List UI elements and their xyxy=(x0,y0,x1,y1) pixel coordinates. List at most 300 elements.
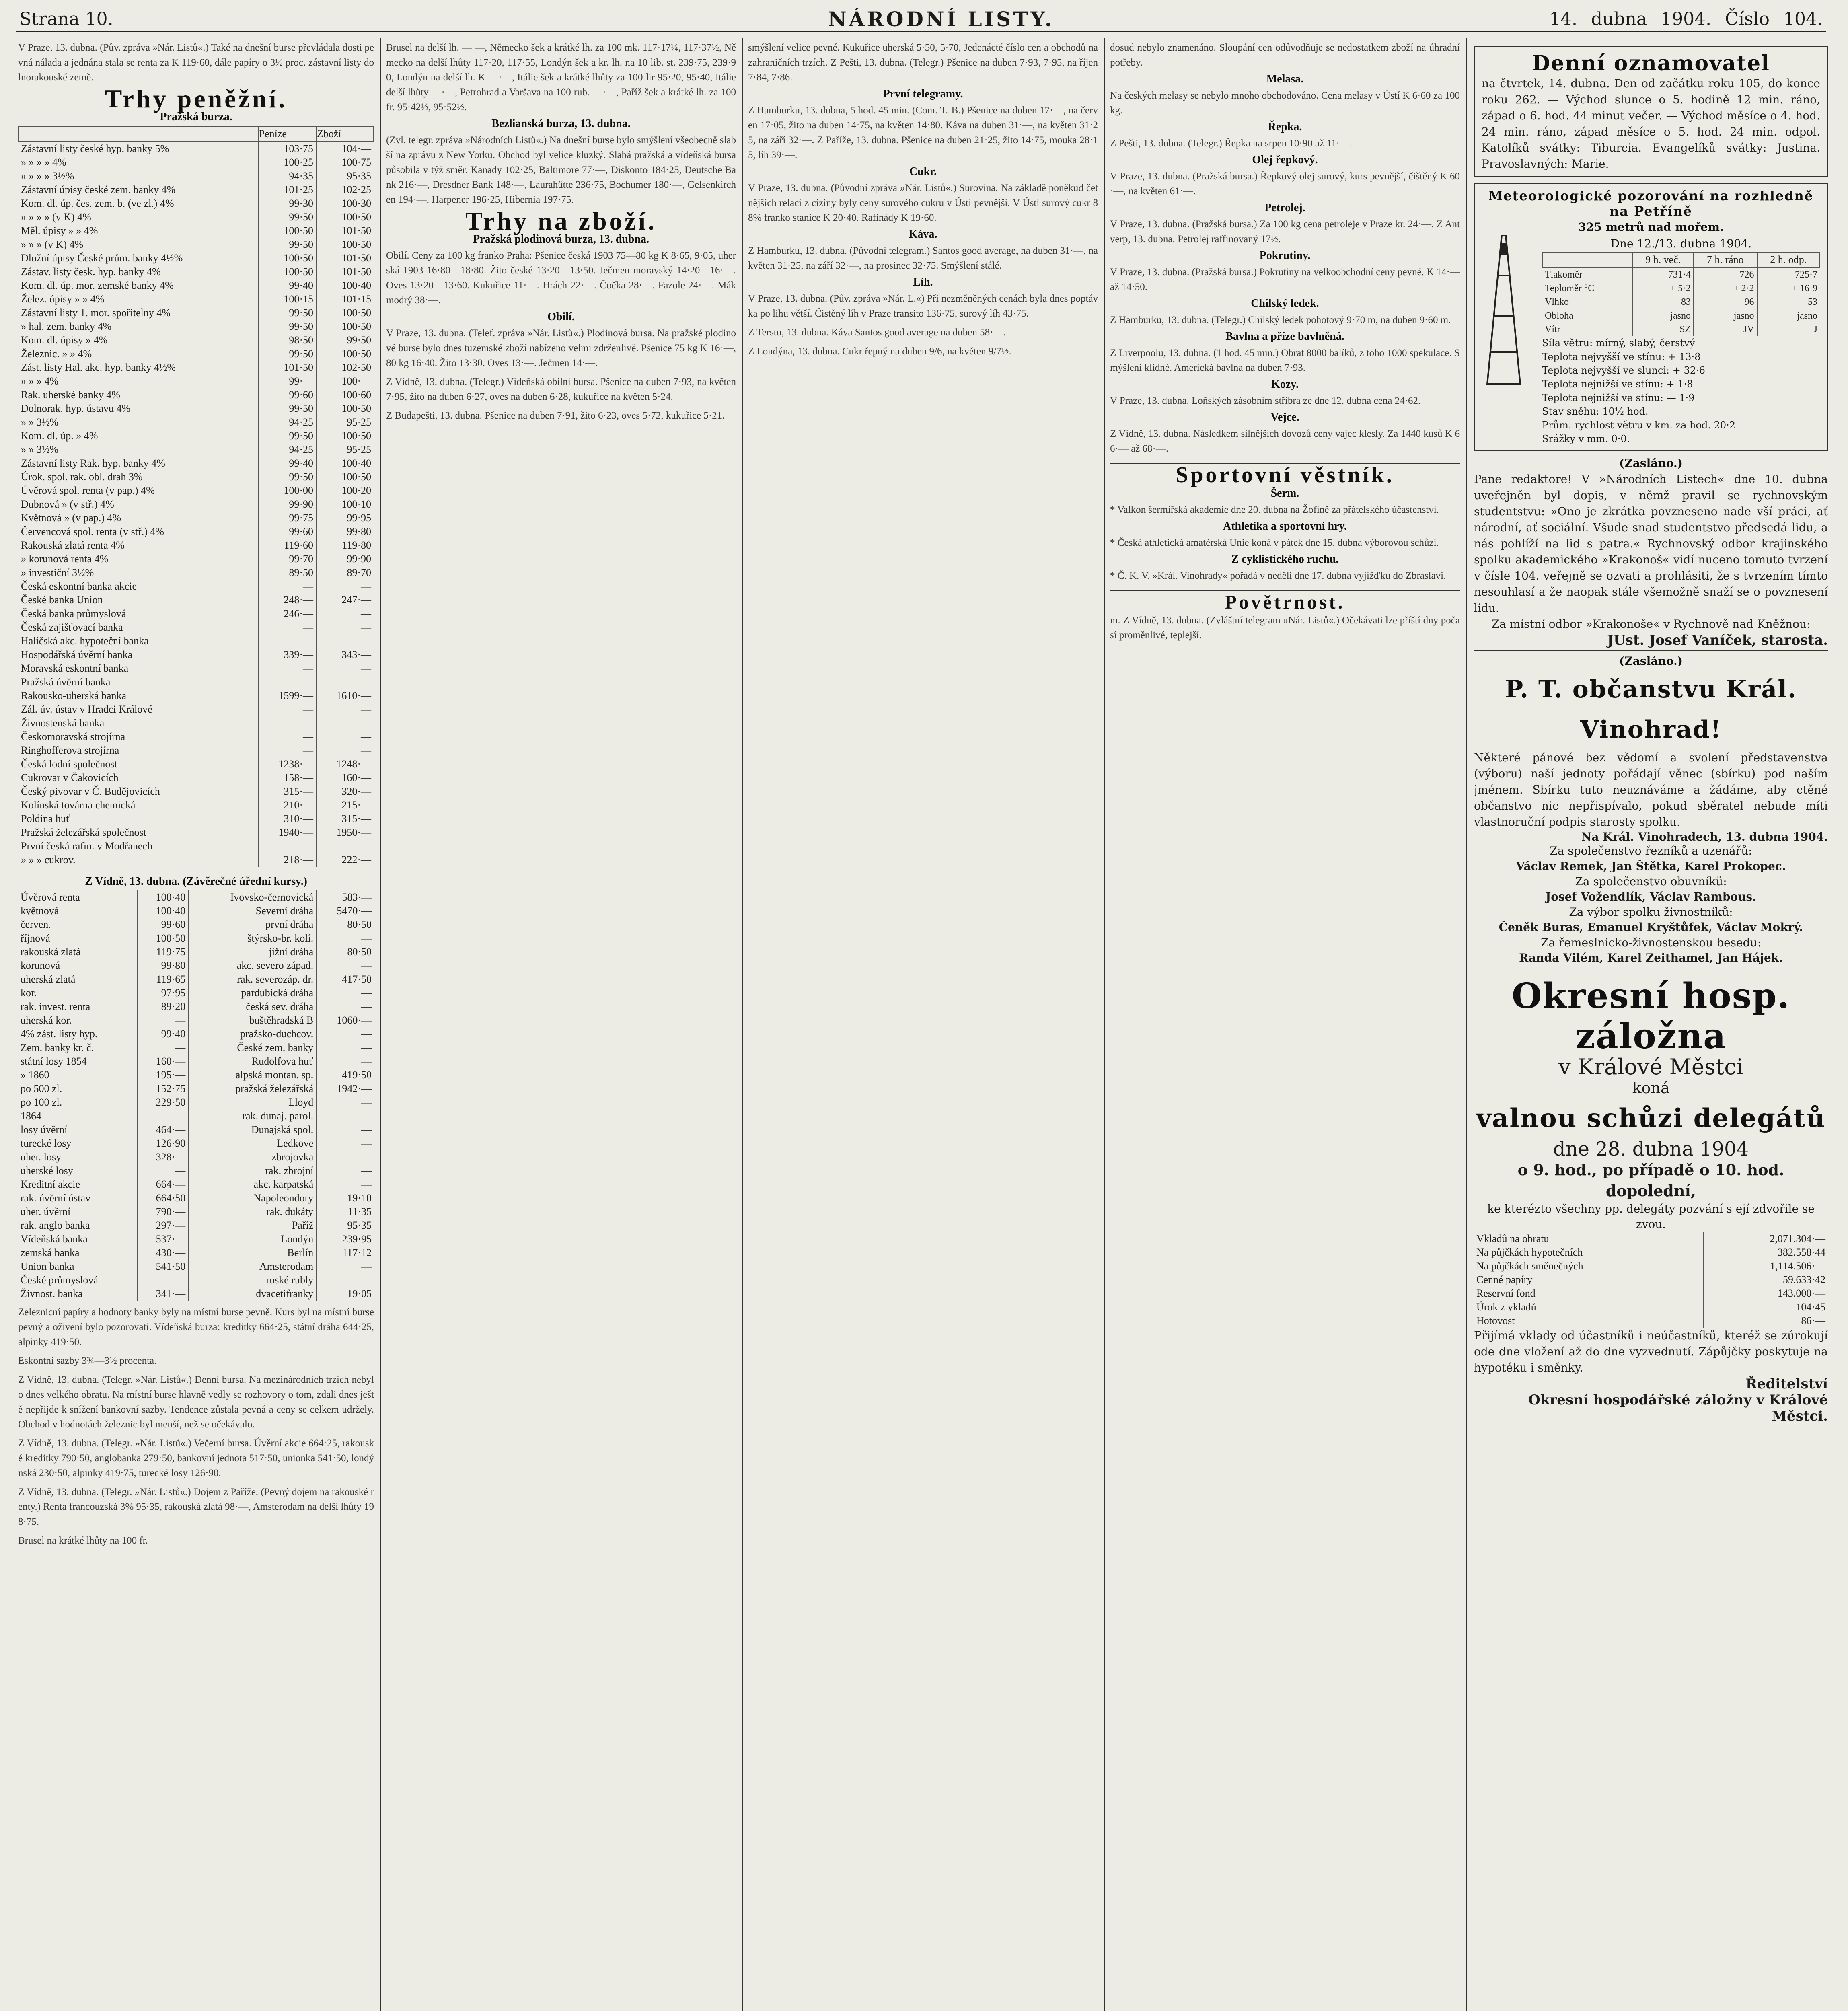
vienna-exchange-row-cell: — xyxy=(316,1096,374,1109)
prague-exchange-row-cell: Zástavní úpisy české zem. banky 4% xyxy=(21,184,176,195)
prague-exchange-row xyxy=(19,183,374,197)
met-row-cell: Teploměr °C xyxy=(1545,283,1595,294)
weather-heading: Povětrnost. xyxy=(1110,590,1460,610)
prague-exchange-row xyxy=(19,238,374,251)
coffee-text: Z Hamburku, 13. dubna. (Původní telegram.) Santos good average, na duben 31·—, na květen 31·25, na září 32·—, na prosinec 32·75. Smýšlení stálé. xyxy=(748,245,1098,271)
met-row xyxy=(1542,323,1820,336)
vienna-exchange-row xyxy=(18,1137,374,1150)
prague-exchange-row-cell: Květnová » (v pap.) 4% xyxy=(21,512,121,524)
daily-announcer xyxy=(1474,46,1828,177)
vienna-exchange-row-cell: 664·— xyxy=(138,1178,188,1191)
vienna-exchange-row-cell: rak. severozáp. dr. xyxy=(188,973,316,986)
vienna-exchange-row-cell: losy úvěrní xyxy=(21,1124,68,1135)
met-extra-line: Stav sněhu: 10½ hod. xyxy=(1542,406,1649,417)
prague-exchange-row-cell: 103·75 xyxy=(258,142,316,156)
prague-exchange-row xyxy=(19,771,374,785)
prague-exchange-row-cell: 100·30 xyxy=(316,197,374,210)
zalozna-row-cell: Reservní fond xyxy=(1476,1287,1536,1299)
prague-exchange-row-cell: 99·60 xyxy=(258,525,316,539)
vienna-exchange-row-cell: — xyxy=(316,1260,374,1273)
met-row-cell: SZ xyxy=(1632,323,1694,336)
announcer-text: na čtvrtek, 14. dubna. Den od začátku roku 105, do konce roku 262. — Východ slunce o 5. hodině 12 min. ráno, západ o 6. hod. 44 minut večer. — Východ měsíce o 4. hod. 24 min. ráno, západ měsíce o 5. hod. 24 min. odpol. Katolíků svátky: Tiburcia. Evangelíků svátky: Justina. Pravoslavných: Marie. xyxy=(1482,77,1820,171)
prague-exchange-row-cell: Úvěrová spol. renta (v pap.) 4% xyxy=(21,485,155,496)
prague-exchange-row-cell: 100·50 xyxy=(316,320,374,333)
prague-exchange-row-cell: — xyxy=(316,621,374,634)
prague-exchange-row-cell: 99·50 xyxy=(258,470,316,484)
vienna-exchange-row-cell: pražská železářská xyxy=(188,1082,316,1096)
column-paragraphs xyxy=(386,374,736,423)
vienna-exchange-row-cell: uherská kor. xyxy=(21,1014,72,1026)
vienna-exchange-row xyxy=(18,1191,374,1205)
met-row xyxy=(1542,267,1820,282)
vienna-exchange-row-cell: 97·95 xyxy=(138,986,188,1000)
vienna-exchange-row-cell: — xyxy=(316,1000,374,1014)
prague-exchange-row-cell: 99·40 xyxy=(258,279,316,292)
prague-exchange-row-cell: 315·— xyxy=(258,785,316,798)
vienna-exchange-row-cell: 464·— xyxy=(138,1123,188,1137)
prague-exchange-row-cell: Česká banka průmyslová xyxy=(21,608,126,619)
sport-heading: Sportovní věstník. xyxy=(1110,463,1460,483)
met-extra-line: Teplota nejnižší ve stínu: + 1·8 xyxy=(1542,378,1693,390)
prague-exchange-row-cell: Zástavní listy 1. mor. spořitelny 4% xyxy=(21,307,171,319)
prague-exchange-row-cell: První česká rafin. v Modřanech xyxy=(21,840,153,852)
sent-in-label: (Zasláno.) xyxy=(1474,650,1828,668)
column-3 xyxy=(748,40,1098,2011)
prague-exchange-row-cell: 95·25 xyxy=(316,415,374,429)
vienna-exchange-row-cell: — xyxy=(316,1150,374,1164)
prague-exchange-row-cell: 101·50 xyxy=(258,361,316,374)
prague-exchange-row-cell: Pražská železářská společnost xyxy=(21,827,146,838)
prague-exchange-row xyxy=(19,785,374,798)
met-row-cell: 731·4 xyxy=(1632,267,1694,282)
vienna-exchange-row xyxy=(18,1109,374,1123)
prague-exchange-row-cell: 100·50 xyxy=(316,306,374,320)
prague-exchange-row xyxy=(19,525,374,539)
column-paragraphs xyxy=(18,1305,374,1548)
vienna-exchange-row-cell: uherská zlatá xyxy=(21,973,76,985)
vienna-exchange-row-cell: 664·50 xyxy=(138,1191,188,1205)
met-title: Meteorologické pozorování na rozhledně na Petříně xyxy=(1488,188,1814,219)
prague-exchange-row-cell: — xyxy=(316,607,374,621)
prague-exchange-row xyxy=(19,347,374,361)
vienna-exchange-row xyxy=(18,1123,374,1137)
section-subheading: První telegramy. xyxy=(883,88,963,100)
prague-exchange-row xyxy=(19,798,374,812)
prague-exchange-row-cell: 218·— xyxy=(258,853,316,867)
vienna-exchange-row-cell: 541·50 xyxy=(138,1260,188,1273)
prague-exchange-row-cell: — xyxy=(316,744,374,757)
vienna-exchange-row-cell: uherské losy xyxy=(21,1165,73,1176)
zalozna-row xyxy=(1474,1287,1828,1300)
section-subheading: Bezlianská burza, 13. dubna. xyxy=(491,117,631,130)
prague-exchange-row-cell: Cukrovar v Čakovicích xyxy=(21,772,119,783)
prague-exchange-row-cell: 100·20 xyxy=(316,484,374,498)
petroleum-text: V Praze, 13. dubna. (Pražská bursa.) Za 100 kg cena petroleje v Praze kr. 24·—. Z Antverp, 13. dubna. Petrolej raffinovaný 17½. xyxy=(1110,219,1460,245)
vienna-exchange-row xyxy=(18,1164,374,1178)
section-subheading: Pražská burza. xyxy=(160,111,232,123)
prague-exchange-row-cell: Česká zajišťovací banka xyxy=(21,621,123,633)
prague-exchange-row xyxy=(19,552,374,566)
column-divider xyxy=(742,38,743,2011)
prague-exchange-row-cell: 99·50 xyxy=(258,429,316,443)
vienna-exchange-row-cell: dvacetifranky xyxy=(188,1287,316,1301)
prague-exchange-row-cell: 100·50 xyxy=(258,251,316,265)
prague-exchange-row-cell: Zást. listy Hal. akc. hyp. banky 4½% xyxy=(21,362,176,373)
exchange-column xyxy=(386,40,736,2011)
vienna-exchange-row-cell: Živnost. banka xyxy=(21,1288,83,1300)
prague-exchange-row-cell: » korunová renta 4% xyxy=(21,553,109,565)
col-header-goods: Zboží xyxy=(316,126,374,142)
prague-exchange-row xyxy=(19,621,374,634)
vienna-exchange-row xyxy=(18,1219,374,1232)
prague-exchange-row-cell: České banka Union xyxy=(21,594,103,606)
vienna-exchange-row-cell: 5470·— xyxy=(316,904,374,918)
vienna-exchange-row-cell: rakouská zlatá xyxy=(21,946,81,958)
prague-exchange-row xyxy=(19,306,374,320)
prague-exchange-row-cell: 99·75 xyxy=(258,511,316,525)
prague-exchange-row-cell: 119·80 xyxy=(316,539,374,552)
prague-exchange-row xyxy=(19,634,374,648)
vienna-exchange-row-cell: Ledkove xyxy=(188,1137,316,1150)
met-extra-line: Teplota nejnižší ve stínu: — 1·9 xyxy=(1542,392,1695,403)
prague-exchange-row-cell: — xyxy=(258,730,316,744)
prague-exchange-row-cell: 100·15 xyxy=(258,292,316,306)
sent-in-letter: Pane redaktore! V »Národních Listech« dne 10. dubna uveřejněn byl dopis, v němž pravil se rychnovským studentstvu: »Ono je zkrátka povzneseno nade vší práci, ať národní, ať sociální. Všude snad studentstvo předsedá lidu, a nás pohlíží na lid s patra.« Rychnovský odbor krajinského spolku akademického »Krakonoš« vidí nuceno tomuto tvrzení v čísle 104. veřejně se ozvati a prohlásiti, že s tvrzením tímto nesouhlasí a že naopak stále všemožně snaží se o povznesení lidu. xyxy=(1474,473,1828,615)
met-header-cell: 2 h. odp. xyxy=(1757,252,1820,267)
prague-exchange-row-cell: 310·— xyxy=(258,812,316,826)
zalozna-row xyxy=(1474,1232,1828,1246)
news-paragraph: Z Terstu, 13. dubna. Káva Santos good average na duben 58·—. xyxy=(748,327,1006,338)
prague-exchange-row-cell: 100·10 xyxy=(316,498,374,511)
column-divider xyxy=(1104,38,1105,2011)
prague-exchange-row-cell: » » » (v K) 4% xyxy=(21,239,84,250)
zalozna-row xyxy=(1474,1314,1828,1328)
vienna-exchange-row-cell: 195·— xyxy=(138,1068,188,1082)
vienna-exchange-row-cell: ruské rubly xyxy=(188,1273,316,1287)
org-line: Za společenstvo obuvníků: xyxy=(1575,875,1727,888)
vienna-exchange-row xyxy=(18,931,374,945)
prague-exchange-row xyxy=(19,388,374,402)
vienna-exchange-row-cell: turecké losy xyxy=(21,1137,72,1149)
news-paragraph: Z Vídně, 13. dubna. (Telegr. »Nár. Listů«.) Večerní bursa. Úvěrní akcie 664·25, rakouské kreditky 790·50, anglobanka 279·50, bankovní jednota 517·50, unionka 541·50, londýnská 230·50, alpinky 419·75, turecké losy 126·90. xyxy=(18,1438,374,1478)
prague-exchange-row-cell: 94·25 xyxy=(258,415,316,429)
prague-exchange-row-cell: 210·— xyxy=(258,798,316,812)
prague-exchange-row-cell: — xyxy=(258,675,316,689)
met-row-cell: 53 xyxy=(1757,295,1820,309)
vienna-exchange-row-cell: — xyxy=(138,1109,188,1123)
met-row-cell: 96 xyxy=(1694,295,1757,309)
vienna-exchange-row-cell: Rudolfova huť xyxy=(188,1055,316,1068)
prague-exchange-row-cell: 100·25 xyxy=(258,156,316,169)
vienna-exchange-row-cell: 417·50 xyxy=(316,973,374,986)
vienna-exchange-row xyxy=(18,904,374,918)
prague-exchange-row-cell: — xyxy=(258,744,316,757)
money-market-column xyxy=(18,40,374,2011)
column-intro: smýšlení velice pevné. Kukuřice uherská 5·50, 5·70, Jedenácté číslo cen a obchodů na zahraničních trzích. Z Pešti, 13. dubna. (Telegr.) Pšenice na duben 7·93, 7·95, na říjen 7·84, 7·86. xyxy=(748,42,1098,83)
prague-exchange-row-cell: 339·— xyxy=(258,648,316,662)
met-row xyxy=(1542,309,1820,323)
section-heading: Trhy peněžní. xyxy=(105,84,288,113)
prague-exchange-row-cell: 100·60 xyxy=(316,388,374,402)
prague-exchange-row xyxy=(19,169,374,183)
page-header xyxy=(16,7,1826,33)
prague-exchange-row xyxy=(19,224,374,238)
prague-exchange-row xyxy=(19,156,374,169)
vienna-exchange-row-cell: — xyxy=(138,1041,188,1055)
fencing-text: * Valkon šermířská akademie dne 20. dubna na Žofíně za přátelského účastenství. xyxy=(1110,504,1439,515)
met-row-cell: Tlakoměr xyxy=(1545,269,1583,280)
met-extra-line: Teplota nejvyšší ve slunci: + 32·6 xyxy=(1542,365,1705,376)
prague-exchange-row-cell: 100·75 xyxy=(316,156,374,169)
goods-text: Obilí. Ceny za 100 kg franko Praha: Pšenice česká 1903 75—80 kg K 8·65, 9·05, uherská 1903 16·80—18·80. Žito české 13·20—13·50. Ječmen moravský 14·20—16·—. Oves 13·20—13·60. Kukuřice 11·—. Hrách 22·—. Čočka 28·—. Fazole 24·—. Mák modrý 38·—. xyxy=(386,250,736,306)
section-subheading: Vejce. xyxy=(1270,411,1299,424)
prague-exchange-row-cell: Úrok. spol. rak. obl. drah 3% xyxy=(21,471,143,483)
prague-exchange-row xyxy=(19,456,374,470)
col-header-money: Peníze xyxy=(258,126,316,142)
prague-exchange-row-cell: 1599·— xyxy=(258,689,316,703)
vienna-exchange-row-cell: akc. karpatská xyxy=(188,1178,316,1191)
prague-exchange-row xyxy=(19,251,374,265)
zalozna-row-cell: Úrok z vkladů xyxy=(1476,1301,1536,1313)
prague-exchange-row xyxy=(19,812,374,826)
prague-exchange-row-cell: Červencová spol. renta (v stř.) 4% xyxy=(21,526,164,537)
vienna-exchange-row xyxy=(18,1096,374,1109)
petrin-tower-icon xyxy=(1482,235,1526,388)
prague-exchange-row-cell: Kom. dl. úp. mor. zemské banky 4% xyxy=(21,280,174,291)
prague-exchange-row-cell: 99·50 xyxy=(258,306,316,320)
vienna-exchange-row-cell: po 100 zl. xyxy=(21,1096,62,1108)
prague-exchange-row-cell: » » 3½% xyxy=(21,416,59,428)
vienna-exchange-row-cell: česká sev. dráha xyxy=(188,1000,316,1014)
vienna-exchange-row-cell: 80·50 xyxy=(316,945,374,959)
cycling-text: * Č. K. V. »Král. Vinohrady« pořádá v neděli dne 17. dubna vyjížďku do Zbraslavi. xyxy=(1110,570,1446,581)
vienna-exchange-row-cell: jižní dráha xyxy=(188,945,316,959)
vienna-exchange-row-cell: — xyxy=(316,1178,374,1191)
news-paragraph: Z Vídně, 13. dubna. (Telegr. »Nár. Listů«.) Dojem z Paříže. (Pevný dojem na rakouské renty.) Renta francouzská 3% 95·35, rakouská zlatá 98·—, Amsterodam na delší lhůty 198·75. xyxy=(18,1487,374,1527)
vienna-exchange-row-cell: 430·— xyxy=(138,1246,188,1260)
vinohrady-text: Některé pánové bez vědomí a svolení představenstva (výboru) naší jednoty pořádají věnec (sbírku) pod naším jménem. Sbírku tuto neuznáváme a žádáme, aby ctěné občanstvo nic nepřispívalo, pokud sběratel nebude míti vlastnoruční podpis starosty spolku. xyxy=(1474,751,1828,829)
prague-exchange-row xyxy=(19,539,374,552)
vienna-exchange-row-cell: 583·— xyxy=(316,890,374,904)
prague-exchange-row-cell: Dolnorak. hyp. ústavu 4% xyxy=(21,403,131,414)
vienna-exchange-row-cell: 99·80 xyxy=(138,959,188,973)
vienna-exchange-row-cell: Amsterodam xyxy=(188,1260,316,1273)
met-extra-line: Síla větru: mírný, slabý, čerstvý xyxy=(1542,337,1695,349)
vienna-exchange-row-cell: Berlín xyxy=(188,1246,316,1260)
met-row-cell: Vlhko xyxy=(1545,297,1569,307)
vienna-exchange-row-cell: — xyxy=(138,1273,188,1287)
prague-exchange-row-cell: — xyxy=(316,716,374,730)
zalozna-row xyxy=(1474,1273,1828,1287)
vienna-exchange-row-cell: České zem. banky xyxy=(188,1041,316,1055)
news-paragraph: Z Londýna, 13. dubna. Cukr řepný na duben 9/6, na květen 9/7½. xyxy=(748,346,1011,357)
vienna-exchange-row-cell: buštěhradská B xyxy=(188,1014,316,1027)
prague-exchange-row-cell: Železnic. » » 4% xyxy=(21,348,92,360)
news-paragraph: Zeleznicní papíry a hodnoty banky byly na místní burse pevně. Kurs byl na místní burse pevný a oživení bylo pozorovati. Vídeňská burza: kreditky 664·25, státní dráha 644·25, alpinky 419·50. xyxy=(18,1307,374,1347)
prague-exchange-row-cell: » » 3½% xyxy=(21,444,59,455)
prague-exchange-row-cell: Zástavní listy Rak. hyp. banky 4% xyxy=(21,457,165,469)
vienna-exchange-row-cell: uher. losy xyxy=(21,1151,62,1163)
prague-exchange-row-cell: 100·50 xyxy=(258,224,316,238)
vienna-exchange-row-cell: 152·75 xyxy=(138,1082,188,1096)
zalozna-row-cell: 143.000·— xyxy=(1703,1287,1828,1300)
prague-exchange-row-cell: » » » » 3½% xyxy=(21,170,74,182)
column-paragraphs xyxy=(748,325,1098,359)
vienna-exchange-row-cell: 239·95 xyxy=(316,1232,374,1246)
prague-exchange-row-cell: 101·50 xyxy=(316,251,374,265)
column-5 xyxy=(1474,40,1828,2011)
met-row-cell: Obloha xyxy=(1545,310,1573,321)
prague-exchange-row-cell: 99·50 xyxy=(316,333,374,347)
met-row-cell: jasno xyxy=(1694,309,1757,323)
section-subheading: Melasa. xyxy=(1266,73,1304,85)
prague-exchange-row xyxy=(19,566,374,580)
news-paragraph: Z Budapešti, 13. dubna. Pšenice na duben 7·91, žito 6·23, oves 5·72, kukuřice 5·21. xyxy=(386,410,725,421)
vienna-exchange-row-cell: 89·20 xyxy=(138,1000,188,1014)
prague-exchange-row-cell: — xyxy=(258,580,316,593)
vienna-exchange-row-cell: první dráha xyxy=(188,918,316,931)
prague-exchange-row xyxy=(19,853,374,867)
vienna-exchange-row-cell: 1942·— xyxy=(316,1082,374,1096)
vienna-exchange-row-cell: 117·12 xyxy=(316,1246,374,1260)
zalozna-row xyxy=(1474,1259,1828,1273)
vienna-exchange-row-cell: 1864 xyxy=(21,1110,41,1122)
prague-exchange-row xyxy=(19,648,374,662)
vienna-exchange-row-cell: po 500 zl. xyxy=(21,1083,62,1094)
prague-exchange-row-cell: 1940·— xyxy=(258,826,316,839)
vienna-exchange-row xyxy=(18,973,374,986)
prague-exchange-row xyxy=(19,333,374,347)
prague-exchange-row xyxy=(19,511,374,525)
vienna-exchange-row-cell: kor. xyxy=(21,987,37,999)
vienna-exchange-row xyxy=(18,1014,374,1027)
prague-exchange-row-cell: 100·50 xyxy=(316,402,374,415)
vienna-exchange-row-cell: 119·65 xyxy=(138,973,188,986)
prague-exchange-row xyxy=(19,730,374,744)
vienna-exchange-row-cell: 80·50 xyxy=(316,918,374,931)
names-line: Randa Vilém, Karel Zeithamel, Jan Hájek. xyxy=(1519,951,1783,964)
vienna-exchange-row-cell: rak. anglo banka xyxy=(21,1219,90,1231)
column-intro: Brusel na delší lh. — —, Německo šek a krátké lh. za 100 mk. 117·17¼, 117·37½, Německo na delší lhůty 117·20, 117·55, Londýn šek a kr. lh. na 10 lib. st. 239·75, 239·90, Londýn na delší lh. K —·—, Itálie šek a krátké lhůty za 100 lir 95·20, 95·40, Itálie delší lhůty —·—, Petrohrad a Varšava na 100 rub. —·—, Paříž šek a krátké lh. za 100 fr. 95·42½, 95·52½. xyxy=(386,42,736,113)
prague-exchange-row xyxy=(19,142,374,156)
vienna-exchange-row-cell: Severní dráha xyxy=(188,904,316,918)
met-header-cell: 7 h. ráno xyxy=(1694,252,1757,267)
prague-exchange-row-cell: 100·40 xyxy=(316,456,374,470)
rapeseed-text: Z Pešti, 13. dubna. (Telegr.) Řepka na srpen 10·90 až 11·—. xyxy=(1110,138,1353,149)
prague-exchange-row-cell: Kom. dl. úp. » 4% xyxy=(21,430,98,442)
met-row-cell: 725·7 xyxy=(1757,267,1820,282)
prague-exchange-row-cell: — xyxy=(316,703,374,716)
prague-exchange-row-cell: 99·50 xyxy=(258,347,316,361)
met-extra-line: Prům. rychlost větru v km. za hod. 20·2 xyxy=(1542,419,1735,431)
met-header-cell: 9 h. več. xyxy=(1632,252,1694,267)
zalozna-date: dne 28. dubna 1904 xyxy=(1553,1138,1749,1160)
prague-exchange-row-cell: 94·35 xyxy=(258,169,316,183)
zalozna-title: Okresní hosp. záložna xyxy=(1511,976,1790,1057)
vienna-exchange-row-cell: Londýn xyxy=(188,1232,316,1246)
column-intro: dosud nebylo znamenáno. Sloupání cen odůvodňuje se nedostatkem zboží na úhradní potřeby. xyxy=(1110,42,1460,68)
prague-exchange-row-cell: 99·90 xyxy=(316,552,374,566)
prague-exchange-row-cell: — xyxy=(316,839,374,853)
vienna-exchange-row-cell: — xyxy=(316,1055,374,1068)
vienna-exchange-row xyxy=(18,1260,374,1273)
vienna-exchange-row-cell: — xyxy=(138,1164,188,1178)
section-subheading: Obilí. xyxy=(547,310,575,323)
vienna-exchange-row-cell: 160·— xyxy=(138,1055,188,1068)
prague-exchange-row xyxy=(19,703,374,716)
vienna-exchange-row-cell: 341·— xyxy=(138,1287,188,1301)
prague-exchange-table xyxy=(18,126,374,867)
vienna-exchange-row-cell: zbrojovka xyxy=(188,1150,316,1164)
prague-exchange-row-cell: — xyxy=(258,839,316,853)
zalozna-sig: Ředitelství xyxy=(1745,1376,1828,1392)
vienna-exchange-row-cell: rak. zbrojní xyxy=(188,1164,316,1178)
prague-exchange-row-cell: » » » » (v K) 4% xyxy=(21,211,91,223)
vienna-exchange-row-cell: rak. invest. renta xyxy=(21,1001,90,1012)
prague-exchange-row-cell: — xyxy=(316,580,374,593)
prague-exchange-row-cell: 100·— xyxy=(316,374,374,388)
org-line: Za společenstvo řezníků a uzenářů: xyxy=(1550,844,1752,857)
vienna-exchange-row-cell: říjnová xyxy=(21,932,50,944)
names-line: Josef Vožendlík, Václav Rambous. xyxy=(1546,890,1756,903)
prague-exchange-row xyxy=(19,484,374,498)
prague-exchange-row-cell: 99·40 xyxy=(258,456,316,470)
vienna-exchange-row-cell: 100·50 xyxy=(138,931,188,945)
zalozna-row-cell: Cenné papíry xyxy=(1476,1274,1533,1285)
issue-date: 14. dubna 1904. xyxy=(1549,9,1712,29)
vienna-exchange-row xyxy=(18,945,374,959)
zalozna-meeting: valnou schůzi delegátů xyxy=(1476,1103,1826,1133)
zalozna-text: Přijímá vklady od účastníků i neúčastníků, kteréž se zúrokují ode dne vložení až do dne vyzvednutí. Zápůjčky poskytuje na hypotéku i směnky. xyxy=(1474,1329,1828,1374)
met-header-cell xyxy=(1542,252,1632,267)
prague-exchange-row-cell: » » » 4% xyxy=(21,375,59,387)
prague-exchange-row xyxy=(19,675,374,689)
vienna-exchange-row-cell: rak. dunaj. parol. xyxy=(188,1109,316,1123)
oil-text: V Praze, 13. dubna. (Pražská bursa.) Řepkový olej surový, kurs pevnější, čištěný K 60·—, na květen 61·—. xyxy=(1110,171,1460,197)
vienna-exchange-row-cell: Lloyd xyxy=(188,1096,316,1109)
prague-exchange-row-cell: 99·70 xyxy=(258,552,316,566)
telegram-text: Z Hamburku, 13. dubna, 5 hod. 45 min. (Com. T.-B.) Pšenice na duben 17·—, na červen 17·05, žito na duben 14·75, na květen 14·80. Káva na duben 31·—, na květen 31·25, na září 32·—. Z Paříže, 13. dubna. Pšenice na duben 21·25, žito 14·75, mouka 28·15, líh 39·—. xyxy=(748,105,1098,160)
names-line: Václav Remek, Jan Štětka, Karel Prokopec. xyxy=(1516,860,1786,873)
prague-exchange-row-cell: 100·50 xyxy=(316,470,374,484)
prague-exchange-row-cell: Zástavní listy české hyp. banky 5% xyxy=(21,143,169,154)
vienna-exchange-row-cell: uher. úvěrní xyxy=(21,1206,71,1217)
vienna-exchange-row-cell: 537·— xyxy=(138,1232,188,1246)
prague-exchange-row-cell: Český pivovar v Č. Budějovicích xyxy=(21,785,160,797)
section-subheading: Řepka. xyxy=(1268,121,1302,133)
prague-exchange-row-cell: » » » cukrov. xyxy=(21,854,76,866)
vienna-exchange-row-cell: Napoleondory xyxy=(188,1191,316,1205)
vienna-exchange-row-cell: Dunajská spol. xyxy=(188,1123,316,1137)
vienna-exchange-row-cell: 126·90 xyxy=(138,1137,188,1150)
zalozna-row-cell: Na půjčkách hypotečních xyxy=(1476,1246,1583,1258)
met-date: Dne 12./13. dubna 1904. xyxy=(1610,237,1752,250)
prague-exchange-row-cell: — xyxy=(258,703,316,716)
prague-exchange-row xyxy=(19,689,374,703)
sent-in-label: (Zasláno.) xyxy=(1619,456,1683,470)
prague-exchange-row-cell: — xyxy=(258,662,316,675)
prague-exchange-row xyxy=(19,826,374,839)
prague-exchange-row-cell: 100·00 xyxy=(258,484,316,498)
prague-exchange-row-cell: — xyxy=(316,634,374,648)
vienna-exchange-row xyxy=(18,1246,374,1260)
prague-exchange-row-cell: 320·— xyxy=(316,785,374,798)
vienna-exchange-row-cell: — xyxy=(316,1027,374,1041)
prague-exchange-row xyxy=(19,210,374,224)
vienna-exchange-row-cell: korunová xyxy=(21,960,60,971)
vienna-exchange-row-cell: 99·40 xyxy=(138,1027,188,1041)
vienna-exchange-row-cell: 1060·— xyxy=(316,1014,374,1027)
